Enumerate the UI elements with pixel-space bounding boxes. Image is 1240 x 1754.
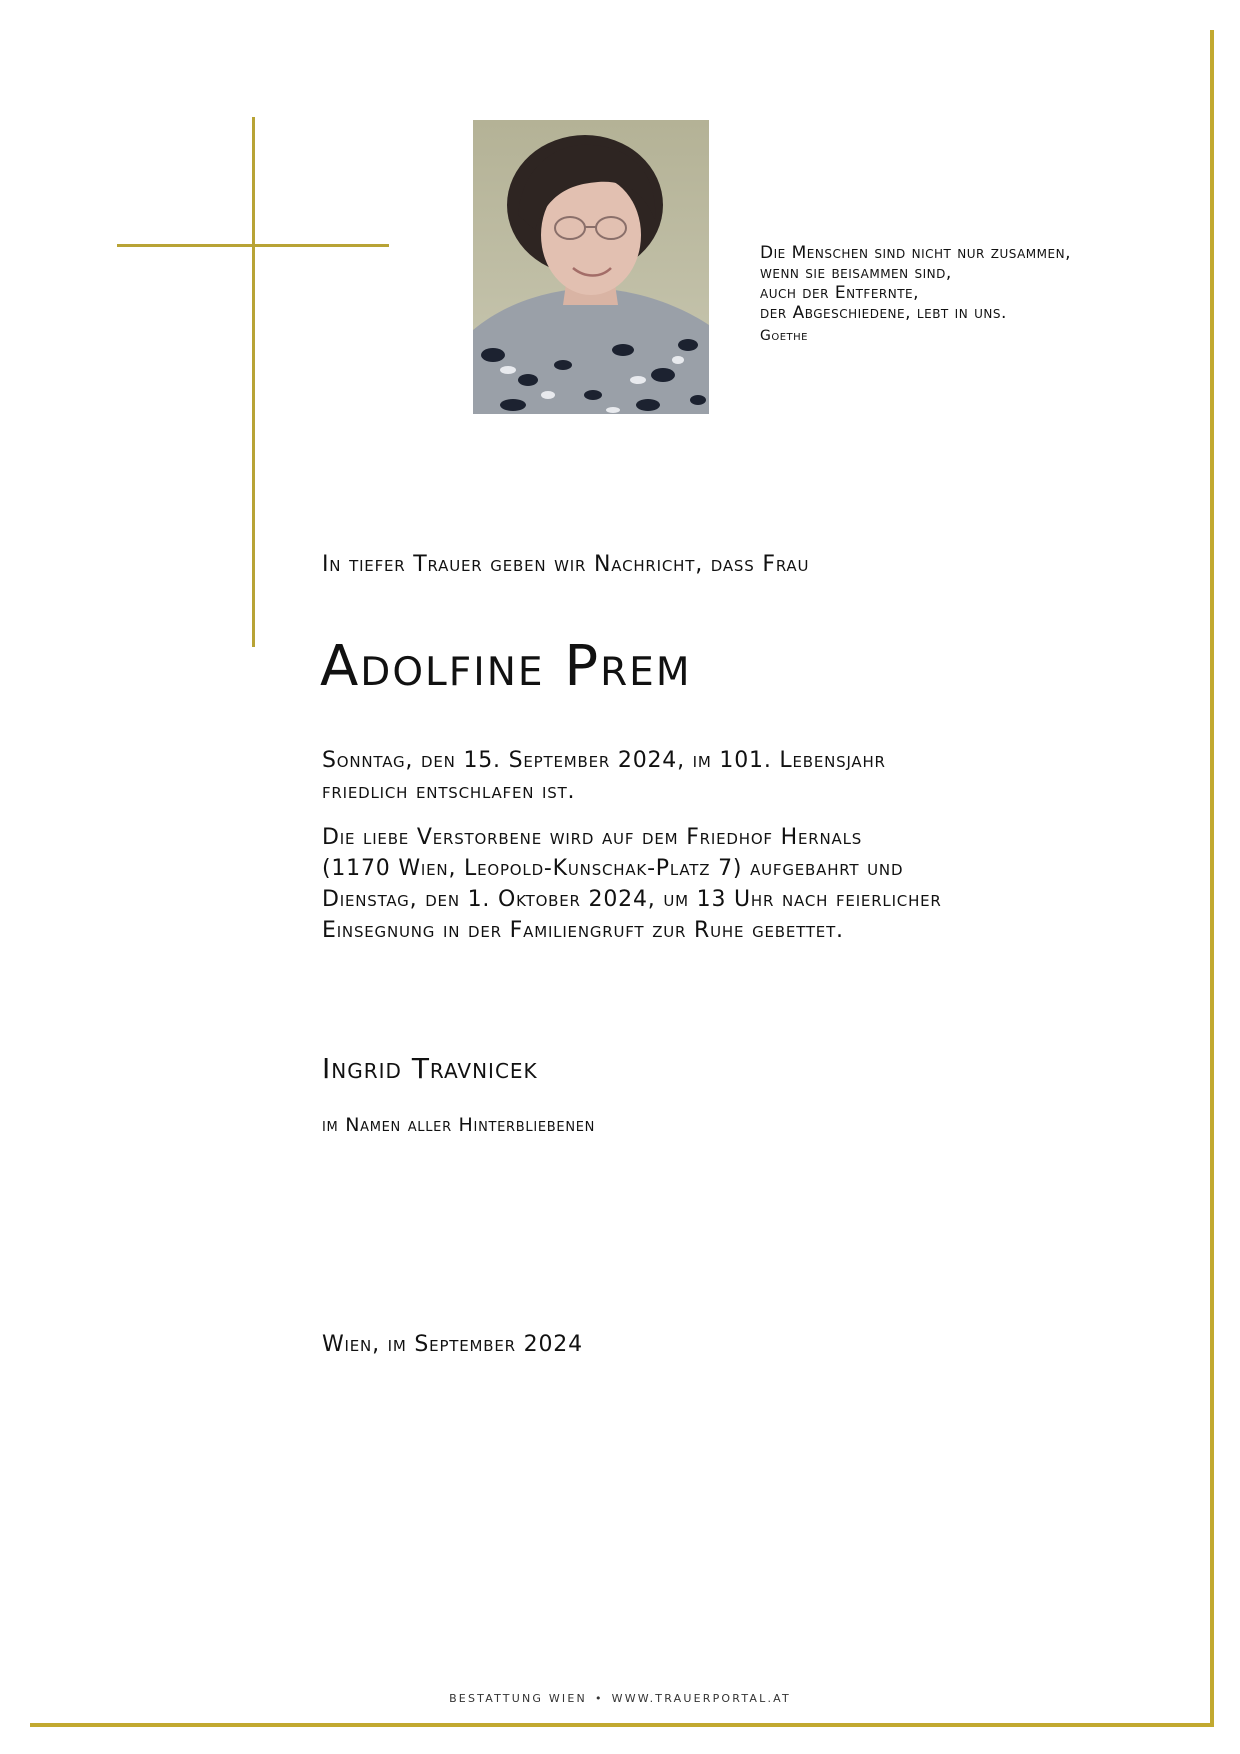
paragraph-line: Die liebe Verstorbene wird auf dem Friedhof Hernals [322,825,863,850]
signer-name: Ingrid Travnicek [322,1052,538,1085]
paragraph-line: Dienstag, den 1. Oktober 2024, um 13 Uhr nach feierlicher [322,887,942,912]
place-date: Wien, im September 2024 [322,1332,583,1357]
frame-line-bottom [30,1723,1214,1727]
signer-note: im Namen aller Hinterbliebenen [322,1114,596,1136]
quote-line: wenn sie beisammen sind, [760,263,952,283]
paragraph-line: (1170 Wien, Leopold-Kunschak-Platz 7) aufgebahrt und [322,856,904,881]
deceased-name: Adolfine Prem [320,634,692,699]
funeral-paragraph [322,822,1182,946]
paragraph-line: friedlich entschlafen ist. [322,779,576,804]
footer-company: BESTATTUNG WIEN [449,1692,587,1705]
footer-website-link[interactable]: WWW.TRAUERPORTAL.AT [611,1692,791,1705]
paragraph-line: Sonntag, den 15. September 2024, im 101. Lebensjahr [322,748,886,773]
quote-line: Die Menschen sind nicht nur zusammen, [760,243,1071,263]
cross-horizontal-bar [117,244,389,247]
passing-paragraph [322,745,1182,807]
quote-line: auch der Entfernte, [760,283,920,303]
quote-text [760,243,1180,323]
footer-separator: • [594,1692,604,1705]
paragraph-line: Einsegnung in der Familiengruft zur Ruhe gebettet. [322,918,844,943]
frame-line-right [1210,30,1214,1725]
footer [0,1692,1240,1705]
portrait-illustration [473,120,709,414]
quote-line: der Abgeschiedene, lebt in uns. [760,303,1007,323]
portrait-photo [473,120,709,414]
cross-vertical-bar [252,117,255,647]
intro-text: In tiefer Trauer geben wir Nachricht, dass Frau [322,552,810,577]
quote-author: Goethe [760,328,808,344]
